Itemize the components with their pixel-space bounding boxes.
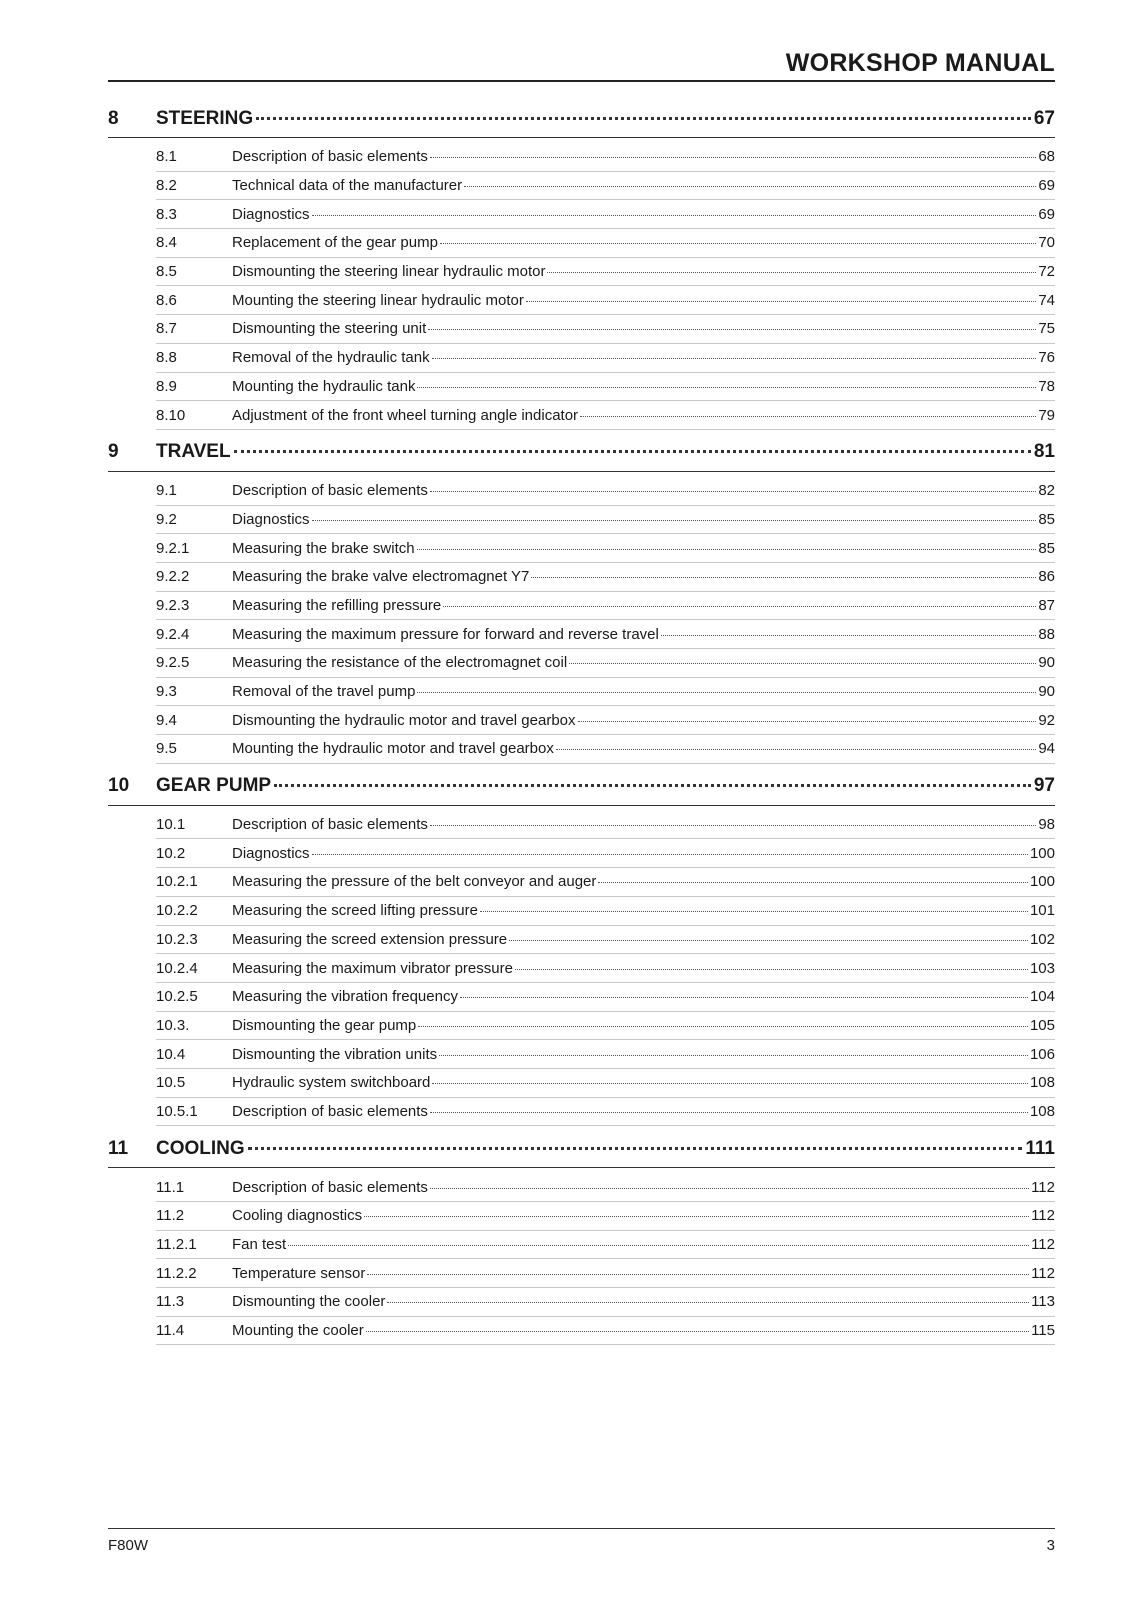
chapter-number: 8 bbox=[108, 107, 119, 129]
entry-title: Measuring the refilling pressure bbox=[232, 596, 442, 614]
entry-page: 115 bbox=[1031, 1322, 1055, 1340]
entry-title: Description of basic elements bbox=[232, 148, 428, 166]
chapter-number: 10 bbox=[108, 775, 130, 797]
toc-entry[interactable] bbox=[156, 373, 1055, 402]
toc-entry[interactable] bbox=[156, 706, 1055, 735]
entry-line bbox=[232, 683, 1055, 700]
entry-line bbox=[232, 1293, 1055, 1310]
entry-line bbox=[232, 1017, 1055, 1034]
entry-line bbox=[232, 597, 1055, 614]
entry-page: 69 bbox=[1038, 177, 1055, 195]
entry-line bbox=[232, 654, 1055, 671]
entry-title: Diagnostics bbox=[232, 844, 310, 862]
entry-number: 10.2.5 bbox=[156, 988, 198, 1006]
dot-leader bbox=[417, 549, 1037, 550]
entry-number: 10.2.4 bbox=[156, 959, 198, 977]
chapter-entries bbox=[108, 1168, 1055, 1349]
entry-title: Dismounting the steering unit bbox=[232, 320, 427, 338]
dot-leader bbox=[443, 606, 1036, 607]
entry-title: Cooling diagnostics bbox=[232, 1207, 363, 1225]
entry-page: 102 bbox=[1029, 930, 1055, 948]
toc-entry[interactable] bbox=[156, 200, 1055, 229]
entry-page: 105 bbox=[1029, 1016, 1055, 1034]
entry-line bbox=[232, 626, 1055, 643]
chapter-entries bbox=[108, 806, 1055, 1131]
toc-entry[interactable] bbox=[156, 172, 1055, 201]
entry-number: 9.2.4 bbox=[156, 625, 190, 643]
dot-leader bbox=[430, 1112, 1028, 1113]
toc-entry[interactable] bbox=[156, 868, 1055, 897]
entry-page: 75 bbox=[1038, 320, 1055, 338]
entry-title: Mounting the hydraulic tank bbox=[232, 377, 416, 395]
entry-number: 11.1 bbox=[156, 1178, 185, 1196]
entry-title: Measuring the vibration frequency bbox=[232, 988, 458, 1006]
entry-number: 10.2.1 bbox=[156, 873, 198, 891]
dot-leader bbox=[288, 1245, 1029, 1246]
entry-number: 9.2.3 bbox=[156, 596, 190, 614]
chapter-page: 111 bbox=[1025, 1137, 1055, 1159]
toc-entry[interactable] bbox=[156, 506, 1055, 535]
dot-leader bbox=[430, 491, 1036, 492]
entry-page: 87 bbox=[1038, 596, 1055, 614]
entry-title: Adjustment of the front wheel turning angle indicator bbox=[232, 406, 579, 424]
entry-page: 90 bbox=[1038, 683, 1055, 701]
chapter-page: 97 bbox=[1033, 775, 1055, 797]
toc-entry[interactable] bbox=[156, 229, 1055, 258]
entry-page: 90 bbox=[1038, 654, 1055, 672]
entry-title: Description of basic elements bbox=[232, 816, 428, 834]
dot-leader bbox=[274, 784, 1031, 787]
entry-title: Measuring the pressure of the belt conveyor and auger bbox=[232, 873, 597, 891]
dot-leader bbox=[578, 721, 1037, 722]
chapter-heading[interactable] bbox=[108, 768, 1055, 806]
toc-entry[interactable] bbox=[156, 1202, 1055, 1231]
entry-page: 78 bbox=[1038, 377, 1055, 395]
dot-leader bbox=[580, 416, 1036, 417]
entry-number: 10.2 bbox=[156, 844, 186, 862]
dot-leader bbox=[515, 969, 1028, 970]
entry-page: 108 bbox=[1029, 1102, 1055, 1120]
entry-page: 74 bbox=[1038, 291, 1055, 309]
entry-line bbox=[232, 568, 1055, 585]
entry-page: 68 bbox=[1038, 148, 1055, 166]
dot-leader bbox=[418, 1026, 1028, 1027]
entry-line bbox=[232, 1074, 1055, 1091]
dot-leader bbox=[531, 577, 1036, 578]
entry-line bbox=[232, 263, 1055, 280]
toc-entry[interactable] bbox=[156, 620, 1055, 649]
entry-line bbox=[232, 845, 1055, 862]
toc-entry[interactable] bbox=[156, 563, 1055, 592]
chapter-page: 81 bbox=[1033, 441, 1055, 463]
entry-line bbox=[232, 1207, 1055, 1224]
page-footer bbox=[108, 1528, 1055, 1559]
footer-model: F80W bbox=[108, 1537, 149, 1554]
dot-leader bbox=[509, 940, 1028, 941]
entry-title: Measuring the maximum vibrator pressure bbox=[232, 959, 513, 977]
toc-entry[interactable] bbox=[156, 477, 1055, 506]
dot-leader bbox=[430, 825, 1036, 826]
entry-title: Dismounting the vibration units bbox=[232, 1045, 438, 1063]
entry-title: Temperature sensor bbox=[232, 1264, 366, 1282]
chapter-number: 9 bbox=[108, 441, 119, 463]
dot-leader bbox=[364, 1216, 1029, 1217]
entry-page: 112 bbox=[1031, 1207, 1055, 1225]
dot-leader bbox=[432, 1083, 1028, 1084]
entry-page: 94 bbox=[1038, 740, 1055, 758]
entry-title: Diagnostics bbox=[232, 510, 310, 528]
toc-entry[interactable] bbox=[156, 1069, 1055, 1098]
chapter-line bbox=[156, 108, 1055, 130]
entry-line bbox=[232, 511, 1055, 528]
entry-page: 70 bbox=[1038, 234, 1055, 252]
entry-number: 9.5 bbox=[156, 740, 177, 758]
chapter-line bbox=[156, 441, 1055, 463]
entry-page: 85 bbox=[1038, 510, 1055, 528]
entry-page: 100 bbox=[1029, 844, 1055, 862]
entry-number: 8.9 bbox=[156, 377, 177, 395]
entry-number: 9.4 bbox=[156, 711, 177, 729]
toc-entry[interactable] bbox=[156, 839, 1055, 868]
entry-page: 85 bbox=[1038, 539, 1055, 557]
toc-entry[interactable] bbox=[156, 1317, 1055, 1346]
entry-line bbox=[232, 378, 1055, 395]
entry-number: 10.5 bbox=[156, 1074, 186, 1092]
footer-page-number: 3 bbox=[1046, 1537, 1055, 1554]
dot-leader bbox=[248, 1147, 1023, 1150]
entry-line bbox=[232, 320, 1055, 337]
chapter-line bbox=[156, 1138, 1055, 1160]
dot-leader bbox=[439, 1055, 1028, 1056]
entry-number: 10.1 bbox=[156, 816, 186, 834]
entry-line bbox=[232, 1046, 1055, 1063]
entry-title: Replacement of the gear pump bbox=[232, 234, 438, 252]
entry-line bbox=[232, 1179, 1055, 1196]
dot-leader bbox=[256, 117, 1031, 120]
entry-title: Measuring the resistance of the electromagnet coil bbox=[232, 654, 568, 672]
entry-number: 8.8 bbox=[156, 349, 177, 367]
entry-title: Measuring the brake valve electromagnet Y7 bbox=[232, 568, 530, 586]
toc-entry[interactable] bbox=[156, 143, 1055, 172]
toc-entry[interactable] bbox=[156, 1040, 1055, 1069]
chapter-line bbox=[156, 775, 1055, 797]
dot-leader bbox=[569, 663, 1036, 664]
entry-line bbox=[232, 988, 1055, 1005]
entry-page: 86 bbox=[1038, 568, 1055, 586]
dot-leader bbox=[440, 243, 1036, 244]
toc-entry[interactable] bbox=[156, 735, 1055, 764]
chapter-title: COOLING bbox=[156, 1137, 245, 1159]
toc-entry[interactable] bbox=[156, 1288, 1055, 1317]
entry-page: 103 bbox=[1029, 959, 1055, 977]
entry-line bbox=[232, 1103, 1055, 1120]
entry-title: Mounting the cooler bbox=[232, 1322, 364, 1340]
entry-line bbox=[232, 482, 1055, 499]
entry-line bbox=[232, 873, 1055, 890]
toc-entry[interactable] bbox=[156, 954, 1055, 983]
entry-number: 10.2.3 bbox=[156, 930, 198, 948]
entry-number: 11.3 bbox=[156, 1293, 185, 1311]
dot-leader bbox=[367, 1274, 1029, 1275]
entry-title: Diagnostics bbox=[232, 205, 310, 223]
entry-line bbox=[232, 902, 1055, 919]
entry-number: 8.10 bbox=[156, 406, 186, 424]
toc-entry[interactable] bbox=[156, 1173, 1055, 1202]
entry-title: Dismounting the gear pump bbox=[232, 1016, 417, 1034]
entry-line bbox=[232, 1265, 1055, 1282]
entry-line bbox=[232, 816, 1055, 833]
entry-title: Measuring the maximum pressure for forward and reverse travel bbox=[232, 625, 659, 643]
toc-entry[interactable] bbox=[156, 678, 1055, 707]
chapter-title: GEAR PUMP bbox=[156, 775, 272, 797]
dot-leader bbox=[312, 215, 1037, 216]
entry-title: Dismounting the hydraulic motor and travel gearbox bbox=[232, 711, 576, 729]
entry-line bbox=[232, 407, 1055, 424]
entry-page: 104 bbox=[1029, 988, 1055, 1006]
toc-entry[interactable] bbox=[156, 315, 1055, 344]
entry-line bbox=[232, 540, 1055, 557]
dot-leader bbox=[312, 854, 1028, 855]
entry-page: 69 bbox=[1038, 205, 1055, 223]
dot-leader bbox=[430, 1188, 1029, 1189]
entry-number: 11.2 bbox=[156, 1207, 185, 1225]
entry-number: 10.4 bbox=[156, 1045, 186, 1063]
entry-title: Measuring the brake switch bbox=[232, 539, 415, 557]
chapter-page: 67 bbox=[1033, 107, 1055, 129]
toc-entry[interactable] bbox=[156, 649, 1055, 678]
entry-page: 108 bbox=[1029, 1074, 1055, 1092]
entry-number: 8.5 bbox=[156, 263, 177, 281]
dot-leader bbox=[460, 997, 1028, 998]
toc-entry[interactable] bbox=[156, 1231, 1055, 1260]
entry-number: 8.7 bbox=[156, 320, 177, 338]
entry-number: 10.2.2 bbox=[156, 902, 198, 920]
entry-title: Description of basic elements bbox=[232, 1102, 428, 1120]
entry-number: 8.6 bbox=[156, 291, 177, 309]
entry-number: 9.1 bbox=[156, 482, 177, 500]
dot-leader bbox=[366, 1331, 1029, 1332]
entry-page: 112 bbox=[1031, 1236, 1055, 1254]
entry-title: Measuring the screed extension pressure bbox=[232, 930, 508, 948]
entry-page: 92 bbox=[1038, 711, 1055, 729]
entry-line bbox=[232, 712, 1055, 729]
dot-leader bbox=[387, 1302, 1029, 1303]
dot-leader bbox=[417, 387, 1036, 388]
toc-entry[interactable] bbox=[156, 534, 1055, 563]
dot-leader bbox=[234, 450, 1031, 453]
dot-leader bbox=[661, 635, 1036, 636]
entry-number: 9.2.2 bbox=[156, 568, 190, 586]
chapter-entries bbox=[108, 472, 1055, 768]
entry-line bbox=[232, 177, 1055, 194]
entry-number: 11.4 bbox=[156, 1322, 185, 1340]
dot-leader bbox=[312, 520, 1037, 521]
entry-page: 88 bbox=[1038, 625, 1055, 643]
entry-title: Removal of the travel pump bbox=[232, 683, 416, 701]
toc-entry[interactable] bbox=[156, 1098, 1055, 1127]
chapter-entries bbox=[108, 138, 1055, 434]
toc-entry[interactable] bbox=[156, 258, 1055, 287]
entry-page: 100 bbox=[1029, 873, 1055, 891]
toc-entry[interactable] bbox=[156, 286, 1055, 315]
entry-number: 8.2 bbox=[156, 177, 177, 195]
chapter-heading[interactable] bbox=[108, 1130, 1055, 1168]
entry-title: Dismounting the cooler bbox=[232, 1293, 386, 1311]
entry-line bbox=[232, 1236, 1055, 1253]
header-title: WORKSHOP MANUAL bbox=[785, 49, 1055, 77]
page-header bbox=[108, 48, 1055, 82]
chapter-heading[interactable] bbox=[108, 100, 1055, 138]
dot-leader bbox=[432, 358, 1037, 359]
entry-page: 76 bbox=[1038, 349, 1055, 367]
entry-title: Description of basic elements bbox=[232, 1178, 428, 1196]
dot-leader bbox=[417, 692, 1036, 693]
entry-line bbox=[232, 148, 1055, 165]
entry-line bbox=[232, 931, 1055, 948]
entry-number: 9.2.5 bbox=[156, 654, 190, 672]
entry-line bbox=[232, 234, 1055, 251]
entry-title: Technical data of the manufacturer bbox=[232, 177, 463, 195]
toc-entry[interactable] bbox=[156, 897, 1055, 926]
entry-page: 79 bbox=[1038, 406, 1055, 424]
entry-page: 113 bbox=[1031, 1293, 1055, 1311]
toc-entry[interactable] bbox=[156, 1259, 1055, 1288]
entry-title: Mounting the hydraulic motor and travel gearbox bbox=[232, 740, 554, 758]
dot-leader bbox=[598, 882, 1028, 883]
entry-number: 11.2.1 bbox=[156, 1236, 197, 1254]
entry-title: Mounting the steering linear hydraulic motor bbox=[232, 291, 524, 309]
chapter-title: TRAVEL bbox=[156, 441, 231, 463]
entry-title: Measuring the screed lifting pressure bbox=[232, 902, 478, 920]
entry-number: 9.3 bbox=[156, 683, 177, 701]
table-of-contents bbox=[108, 100, 1055, 1349]
entry-number: 10.3. bbox=[156, 1016, 190, 1034]
toc-entry[interactable] bbox=[156, 401, 1055, 430]
chapter-title: STEERING bbox=[156, 107, 254, 129]
entry-number: 8.3 bbox=[156, 205, 177, 223]
entry-page: 98 bbox=[1038, 816, 1055, 834]
toc-entry[interactable] bbox=[156, 811, 1055, 840]
entry-number: 11.2.2 bbox=[156, 1264, 197, 1282]
entry-title: Dismounting the steering linear hydraulic motor bbox=[232, 263, 546, 281]
entry-number: 9.2 bbox=[156, 510, 177, 528]
dot-leader bbox=[464, 186, 1036, 187]
entry-line bbox=[232, 1322, 1055, 1339]
entry-page: 112 bbox=[1031, 1264, 1055, 1282]
dot-leader bbox=[547, 272, 1036, 273]
entry-number: 8.1 bbox=[156, 148, 177, 166]
toc-entry[interactable] bbox=[156, 344, 1055, 373]
entry-page: 112 bbox=[1031, 1178, 1055, 1196]
entry-line bbox=[232, 206, 1055, 223]
entry-line bbox=[232, 349, 1055, 366]
entry-page: 82 bbox=[1038, 482, 1055, 500]
entry-page: 72 bbox=[1038, 263, 1055, 281]
entry-title: Description of basic elements bbox=[232, 482, 428, 500]
chapter-heading[interactable] bbox=[108, 434, 1055, 472]
entry-number: 8.4 bbox=[156, 234, 177, 252]
dot-leader bbox=[430, 157, 1036, 158]
entry-page: 106 bbox=[1029, 1045, 1055, 1063]
dot-leader bbox=[556, 749, 1036, 750]
dot-leader bbox=[428, 329, 1036, 330]
dot-leader bbox=[480, 911, 1028, 912]
chapter-number: 11 bbox=[108, 1137, 129, 1159]
entry-number: 9.2.1 bbox=[156, 539, 190, 557]
dot-leader bbox=[526, 301, 1036, 302]
entry-title: Hydraulic system switchboard bbox=[232, 1074, 431, 1092]
toc-entry[interactable] bbox=[156, 592, 1055, 621]
entry-title: Removal of the hydraulic tank bbox=[232, 349, 430, 367]
entry-page: 101 bbox=[1029, 902, 1055, 920]
entry-line bbox=[232, 740, 1055, 757]
toc-entry[interactable] bbox=[156, 983, 1055, 1012]
entry-line bbox=[232, 292, 1055, 309]
toc-entry[interactable] bbox=[156, 1012, 1055, 1041]
entry-number: 10.5.1 bbox=[156, 1102, 198, 1120]
toc-entry[interactable] bbox=[156, 926, 1055, 955]
entry-title: Fan test bbox=[232, 1236, 287, 1254]
entry-line bbox=[232, 960, 1055, 977]
